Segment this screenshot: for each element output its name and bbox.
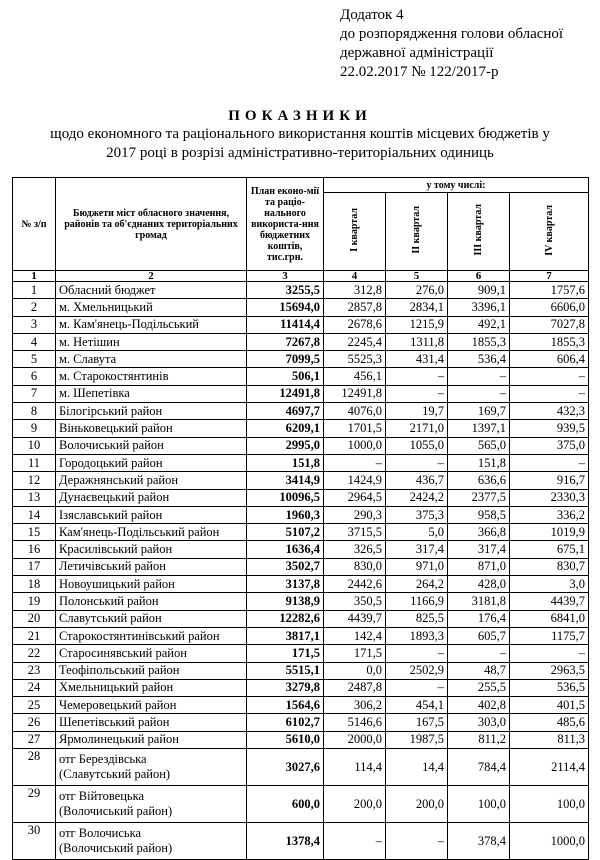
q2-value: – — [386, 645, 448, 662]
col-number: 4 — [324, 271, 386, 282]
plan-total: 171,5 — [247, 645, 324, 662]
q3-value: 100,0 — [448, 786, 510, 823]
q3-value: – — [448, 368, 510, 385]
q2-value: 317,4 — [386, 541, 448, 558]
row-number: 2 — [13, 299, 56, 316]
table-row — [13, 282, 589, 299]
row-number: 5 — [13, 351, 56, 368]
row-number: 3 — [13, 316, 56, 333]
q4-value: 336,2 — [510, 506, 589, 523]
q2-value: 971,0 — [386, 558, 448, 575]
q4-value: 6841,0 — [510, 610, 589, 627]
community-name: отг Війтовецька — [59, 789, 145, 804]
budget-name: Обласний бюджет — [56, 282, 247, 299]
q1-value: 1701,5 — [324, 420, 386, 437]
q1-value: 2678,6 — [324, 316, 386, 333]
subtitle-line: 2017 році в розрізі адміністративно-територіальних одиниць — [106, 145, 494, 161]
plan-total: 10096,5 — [247, 489, 324, 506]
q1-value: 2000,0 — [324, 731, 386, 748]
plan-total: 600,0 — [247, 786, 324, 823]
row-number: 8 — [13, 403, 56, 420]
q3-value: 492,1 — [448, 316, 510, 333]
q3-value: 255,5 — [448, 679, 510, 696]
col-number: 6 — [448, 271, 510, 282]
q1-value: 5525,3 — [324, 351, 386, 368]
q2-value: 19,7 — [386, 403, 448, 420]
table-row — [13, 454, 589, 471]
q1-value: 200,0 — [324, 786, 386, 823]
q2-value: 1055,0 — [386, 437, 448, 454]
row-number: 11 — [13, 454, 56, 471]
row-number: 21 — [13, 627, 56, 644]
table-row — [13, 697, 589, 714]
q4-value: 4439,7 — [510, 593, 589, 610]
budget-name — [56, 749, 247, 786]
q4-value: – — [510, 645, 589, 662]
q1-value: 2442,6 — [324, 576, 386, 593]
q4-value: 6606,0 — [510, 299, 589, 316]
q1-value: 5146,6 — [324, 714, 386, 731]
plan-total: 11414,4 — [247, 316, 324, 333]
q2-value: 276,0 — [386, 282, 448, 299]
budget-name: м. Нетішин — [56, 333, 247, 350]
plan-total: 1378,4 — [247, 823, 324, 860]
table-row — [13, 593, 589, 610]
community-district: (Волочиський район) — [59, 841, 173, 856]
plan-total: 3817,1 — [247, 627, 324, 644]
q3-value: 169,7 — [448, 403, 510, 420]
q2-value: 375,3 — [386, 506, 448, 523]
budget-name: Старокостянтинівський район — [56, 627, 247, 644]
q4-value: 432,3 — [510, 403, 589, 420]
header-plan: План еконо-мії та раціо-нального використа-ння бюджетних коштів, тис.грн. — [247, 178, 324, 271]
q3-value: 1855,3 — [448, 333, 510, 350]
budget-name: м. Кам'янець-Подільський — [56, 316, 247, 333]
row-number: 30 — [13, 823, 56, 860]
q2-value: 167,5 — [386, 714, 448, 731]
q4-value: 2114,4 — [510, 749, 589, 786]
header-q1: I квартал — [324, 193, 386, 271]
q3-value: 958,5 — [448, 506, 510, 523]
header-number: № з/п — [13, 178, 56, 271]
plan-total: 3279,8 — [247, 679, 324, 696]
q3-value: 3181,8 — [448, 593, 510, 610]
q2-value: 431,4 — [386, 351, 448, 368]
budget-name — [56, 786, 247, 823]
plan-total: 2995,0 — [247, 437, 324, 454]
q4-value: – — [510, 454, 589, 471]
appendix-line: державної адміністрації — [340, 45, 494, 61]
row-number: 15 — [13, 524, 56, 541]
q3-value: 1397,1 — [448, 420, 510, 437]
q4-value: – — [510, 368, 589, 385]
document-subtitle — [20, 125, 580, 163]
q3-value: 636,6 — [448, 472, 510, 489]
q1-value: 4076,0 — [324, 403, 386, 420]
q2-value: 2171,0 — [386, 420, 448, 437]
appendix-line: до розпорядження голови обласної — [340, 26, 564, 42]
table-row — [13, 714, 589, 731]
q3-value: 605,7 — [448, 627, 510, 644]
plan-total: 5107,2 — [247, 524, 324, 541]
q4-value: 2963,5 — [510, 662, 589, 679]
community-district: (Волочиський район) — [59, 804, 173, 819]
table-row — [13, 316, 589, 333]
budget-name: Шепетівський район — [56, 714, 247, 731]
q4-value: 401,5 — [510, 697, 589, 714]
q2-value: 1166,9 — [386, 593, 448, 610]
q4-value: 485,6 — [510, 714, 589, 731]
q4-value: 3,0 — [510, 576, 589, 593]
budget-name: Новоушицький район — [56, 576, 247, 593]
header-including: у тому числі: — [324, 178, 589, 193]
q3-value: 378,4 — [448, 823, 510, 860]
budget-name: м. Хмельницький — [56, 299, 247, 316]
budget-name: Теофіпольський район — [56, 662, 247, 679]
col-number: 5 — [386, 271, 448, 282]
q3-value: 2377,5 — [448, 489, 510, 506]
plan-total: 3137,8 — [247, 576, 324, 593]
col-number: 1 — [13, 271, 56, 282]
q3-value: 811,2 — [448, 731, 510, 748]
q4-value: 2330,3 — [510, 489, 589, 506]
q1-value: 290,3 — [324, 506, 386, 523]
table-row — [13, 385, 589, 402]
q1-value: 2245,4 — [324, 333, 386, 350]
row-number: 22 — [13, 645, 56, 662]
table-row — [13, 679, 589, 696]
q4-value: 100,0 — [510, 786, 589, 823]
q1-value: 3715,5 — [324, 524, 386, 541]
row-number: 16 — [13, 541, 56, 558]
appendix-date: 22.02.2017 № 122/2017-р — [340, 64, 499, 80]
plan-total: 6102,7 — [247, 714, 324, 731]
budget-name: Летичівський район — [56, 558, 247, 575]
q3-value: 48,7 — [448, 662, 510, 679]
q1-value: 1424,9 — [324, 472, 386, 489]
row-number: 19 — [13, 593, 56, 610]
q3-value: 784,4 — [448, 749, 510, 786]
q2-value: 1987,5 — [386, 731, 448, 748]
budget-name: Славутський район — [56, 610, 247, 627]
q1-value: 830,0 — [324, 558, 386, 575]
q1-value: 326,5 — [324, 541, 386, 558]
appendix-block — [340, 6, 595, 82]
q1-value: 1000,0 — [324, 437, 386, 454]
q2-value: 2502,9 — [386, 662, 448, 679]
q1-value: – — [324, 823, 386, 860]
q2-value: – — [386, 454, 448, 471]
table-row — [13, 351, 589, 368]
budget-name — [56, 823, 247, 860]
q1-value: 2487,8 — [324, 679, 386, 696]
row-number: 4 — [13, 333, 56, 350]
q1-value: 0,0 — [324, 662, 386, 679]
budget-name: м. Старокостянтинів — [56, 368, 247, 385]
q4-value: 606,4 — [510, 351, 589, 368]
q3-value: 151,8 — [448, 454, 510, 471]
q4-value: 916,7 — [510, 472, 589, 489]
q3-value: – — [448, 385, 510, 402]
q3-value: 536,4 — [448, 351, 510, 368]
budget-name: м. Славута — [56, 351, 247, 368]
q1-value: 306,2 — [324, 697, 386, 714]
budget-name: Волочиський район — [56, 437, 247, 454]
row-number: 29 — [13, 786, 56, 823]
plan-total: 12282,6 — [247, 610, 324, 627]
row-number: 1 — [13, 282, 56, 299]
q4-value: 7027,8 — [510, 316, 589, 333]
plan-total: 3502,7 — [247, 558, 324, 575]
q1-value: 2964,5 — [324, 489, 386, 506]
plan-total: 7267,8 — [247, 333, 324, 350]
appendix-line: Додаток 4 — [340, 7, 404, 23]
header-budget-name: Бюджети міст обласного значення, районів та об'єднаних територіальних громад — [56, 178, 247, 271]
table-row — [13, 576, 589, 593]
col-number: 2 — [56, 271, 247, 282]
budget-name: Ярмолинецький район — [56, 731, 247, 748]
plan-total: 3027,6 — [247, 749, 324, 786]
table-row — [13, 524, 589, 541]
table-row — [13, 333, 589, 350]
row-number: 26 — [13, 714, 56, 731]
plan-total: 1636,4 — [247, 541, 324, 558]
q2-value: 2834,1 — [386, 299, 448, 316]
row-number: 28 — [13, 749, 56, 786]
plan-total: 9138,9 — [247, 593, 324, 610]
q1-value: – — [324, 454, 386, 471]
table-row — [13, 506, 589, 523]
q4-value: – — [510, 385, 589, 402]
plan-total: 1960,3 — [247, 506, 324, 523]
header-q4: IV квартал — [510, 193, 589, 271]
q1-value: 171,5 — [324, 645, 386, 662]
budget-name: Полонський район — [56, 593, 247, 610]
table-row — [13, 558, 589, 575]
document-title: ПОКАЗНИКИ — [228, 108, 372, 124]
q1-value: 312,8 — [324, 282, 386, 299]
table-row — [13, 749, 589, 786]
q2-value: – — [386, 823, 448, 860]
q4-value: 811,3 — [510, 731, 589, 748]
row-number: 13 — [13, 489, 56, 506]
q4-value: 1175,7 — [510, 627, 589, 644]
table-row — [13, 541, 589, 558]
row-number: 9 — [13, 420, 56, 437]
row-number: 25 — [13, 697, 56, 714]
q3-value: 3396,1 — [448, 299, 510, 316]
table-row — [13, 627, 589, 644]
q2-value: 436,7 — [386, 472, 448, 489]
q1-value: 350,5 — [324, 593, 386, 610]
row-number: 7 — [13, 385, 56, 402]
q2-value: 200,0 — [386, 786, 448, 823]
plan-total: 151,8 — [247, 454, 324, 471]
header-q2: II квартал — [386, 193, 448, 271]
table-row — [13, 368, 589, 385]
plan-total: 12491,8 — [247, 385, 324, 402]
table-row — [13, 786, 589, 823]
budget-name: Дунаєвецький район — [56, 489, 247, 506]
row-number: 23 — [13, 662, 56, 679]
table-row — [13, 437, 589, 454]
q4-value: 1019,9 — [510, 524, 589, 541]
row-number: 20 — [13, 610, 56, 627]
budget-name: Віньковецький район — [56, 420, 247, 437]
q3-value: 402,8 — [448, 697, 510, 714]
table-row — [13, 662, 589, 679]
q2-value: 1311,8 — [386, 333, 448, 350]
q2-value: 264,2 — [386, 576, 448, 593]
budget-name: Красилівський район — [56, 541, 247, 558]
plan-total: 5610,0 — [247, 731, 324, 748]
table-row — [13, 731, 589, 748]
q1-value: 4439,7 — [324, 610, 386, 627]
plan-total: 3414,9 — [247, 472, 324, 489]
table-row — [13, 472, 589, 489]
q3-value: 366,8 — [448, 524, 510, 541]
plan-total: 1564,6 — [247, 697, 324, 714]
q4-value: 830,7 — [510, 558, 589, 575]
table-row — [13, 420, 589, 437]
q2-value: 825,5 — [386, 610, 448, 627]
q2-value: 14,4 — [386, 749, 448, 786]
budget-name: м. Шепетівка — [56, 385, 247, 402]
budget-name: Чемеровецький район — [56, 697, 247, 714]
budget-name: Кам'янець-Подільський район — [56, 524, 247, 541]
q1-value: 142,4 — [324, 627, 386, 644]
q2-value: 2424,2 — [386, 489, 448, 506]
column-number-row — [13, 271, 589, 282]
row-number: 27 — [13, 731, 56, 748]
plan-total: 7099,5 — [247, 351, 324, 368]
q4-value: 1757,6 — [510, 282, 589, 299]
q2-value: 1215,9 — [386, 316, 448, 333]
row-number: 17 — [13, 558, 56, 575]
table-row — [13, 645, 589, 662]
q3-value: 176,4 — [448, 610, 510, 627]
q2-value: – — [386, 368, 448, 385]
q3-value: – — [448, 645, 510, 662]
budget-table — [12, 177, 589, 860]
budget-name: Деражнянський район — [56, 472, 247, 489]
q2-value: 5,0 — [386, 524, 448, 541]
q3-value: 565,0 — [448, 437, 510, 454]
plan-total: 5515,1 — [247, 662, 324, 679]
table-row — [13, 299, 589, 316]
table-row — [13, 823, 589, 860]
q4-value: 1855,3 — [510, 333, 589, 350]
col-number: 7 — [510, 271, 589, 282]
q4-value: 675,1 — [510, 541, 589, 558]
table-row — [13, 610, 589, 627]
q1-value: 456,1 — [324, 368, 386, 385]
q2-value: – — [386, 679, 448, 696]
q3-value: 317,4 — [448, 541, 510, 558]
plan-total: 6209,1 — [247, 420, 324, 437]
row-number: 6 — [13, 368, 56, 385]
plan-total: 4697,7 — [247, 403, 324, 420]
table-row — [13, 403, 589, 420]
budget-name: Городоцький район — [56, 454, 247, 471]
budget-name: Білогірський район — [56, 403, 247, 420]
q2-value: 1893,3 — [386, 627, 448, 644]
budget-name: Старосинявський район — [56, 645, 247, 662]
q3-value: 428,0 — [448, 576, 510, 593]
plan-total: 3255,5 — [247, 282, 324, 299]
q3-value: 303,0 — [448, 714, 510, 731]
q4-value: 536,5 — [510, 679, 589, 696]
subtitle-line: щодо економного та раціонального використання коштів місцевих бюджетів у — [50, 126, 550, 142]
table-row — [13, 489, 589, 506]
row-number: 24 — [13, 679, 56, 696]
q3-value: 909,1 — [448, 282, 510, 299]
q4-value: 939,5 — [510, 420, 589, 437]
plan-total: 15694,0 — [247, 299, 324, 316]
row-number: 12 — [13, 472, 56, 489]
row-number: 14 — [13, 506, 56, 523]
q1-value: 12491,8 — [324, 385, 386, 402]
q4-value: 375,0 — [510, 437, 589, 454]
row-number: 10 — [13, 437, 56, 454]
row-number: 18 — [13, 576, 56, 593]
q2-value: 454,1 — [386, 697, 448, 714]
community-district: (Славутський район) — [59, 767, 171, 782]
q3-value: 871,0 — [448, 558, 510, 575]
col-number: 3 — [247, 271, 324, 282]
community-name: отг Берездівська — [59, 752, 147, 767]
header-q3: III квартал — [448, 193, 510, 271]
q1-value: 2857,8 — [324, 299, 386, 316]
budget-name: Ізяславський район — [56, 506, 247, 523]
q1-value: 114,4 — [324, 749, 386, 786]
community-name: отг Волочиська — [59, 826, 142, 841]
q4-value: 1000,0 — [510, 823, 589, 860]
q2-value: – — [386, 385, 448, 402]
plan-total: 506,1 — [247, 368, 324, 385]
budget-name: Хмельницький район — [56, 679, 247, 696]
